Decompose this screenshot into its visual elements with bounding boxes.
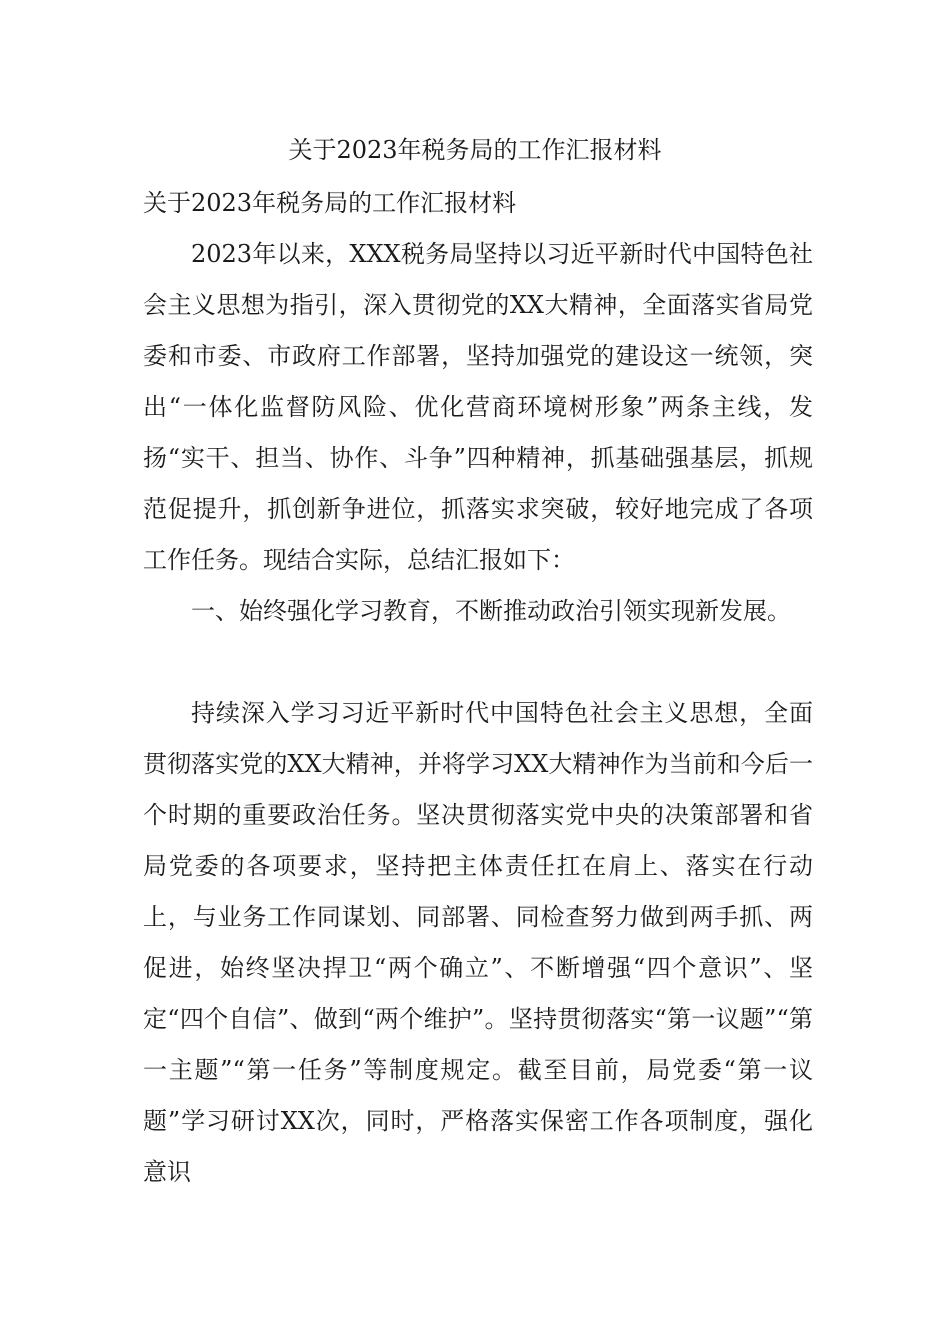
document-body <box>143 178 813 1198</box>
document-subtitle: 关于2023年税务局的工作汇报材料 <box>143 189 517 217</box>
section-heading-1: 一、始终强化学习教育，不断推动政治引领实现新发展。 <box>191 597 791 625</box>
intro-paragraph: 2023年以来，XXX税务局坚持以习近平新时代中国特色社会主义思想为指引，深入贯彻党的XX大精神，全面落实省局党委和市委、市政府工作部署，坚持加强党的建设这一统领，突出“一体化监督防风险、优化营商环境树形象”两条主线，发扬“实干、担当、协作、斗争”四种精神，抓基础强基层，抓规范促提升，抓创新争进位，抓落实求突破，较好地完成了各项工作任务。现结合实际，总结汇报如下： <box>143 240 813 574</box>
section-1-paragraph: 持续深入学习习近平新时代中国特色社会主义思想，全面贯彻落实党的XX大精神，并将学习XX大精神作为当前和今后一个时期的重要政治任务。坚决贯彻落实党中央的决策部署和省局党委的各项要求，坚持把主体责任扛在肩上、落实在行动上，与业务工作同谋划、同部署、同检查努力做到两手抓、两促进，始终坚决捍卫“两个确立”、不断增强“四个意识”、坚定“四个自信”、做到“两个维护”。坚持贯彻落实“第一议题”“第一主题”“第一任务”等制度规定。截至目前，局党委“第一议题”学习研讨XX次，同时，严格落实保密工作各项制度，强化意识 <box>143 699 813 1186</box>
document-title: 关于2023年税务局的工作汇报材料 <box>288 136 662 164</box>
